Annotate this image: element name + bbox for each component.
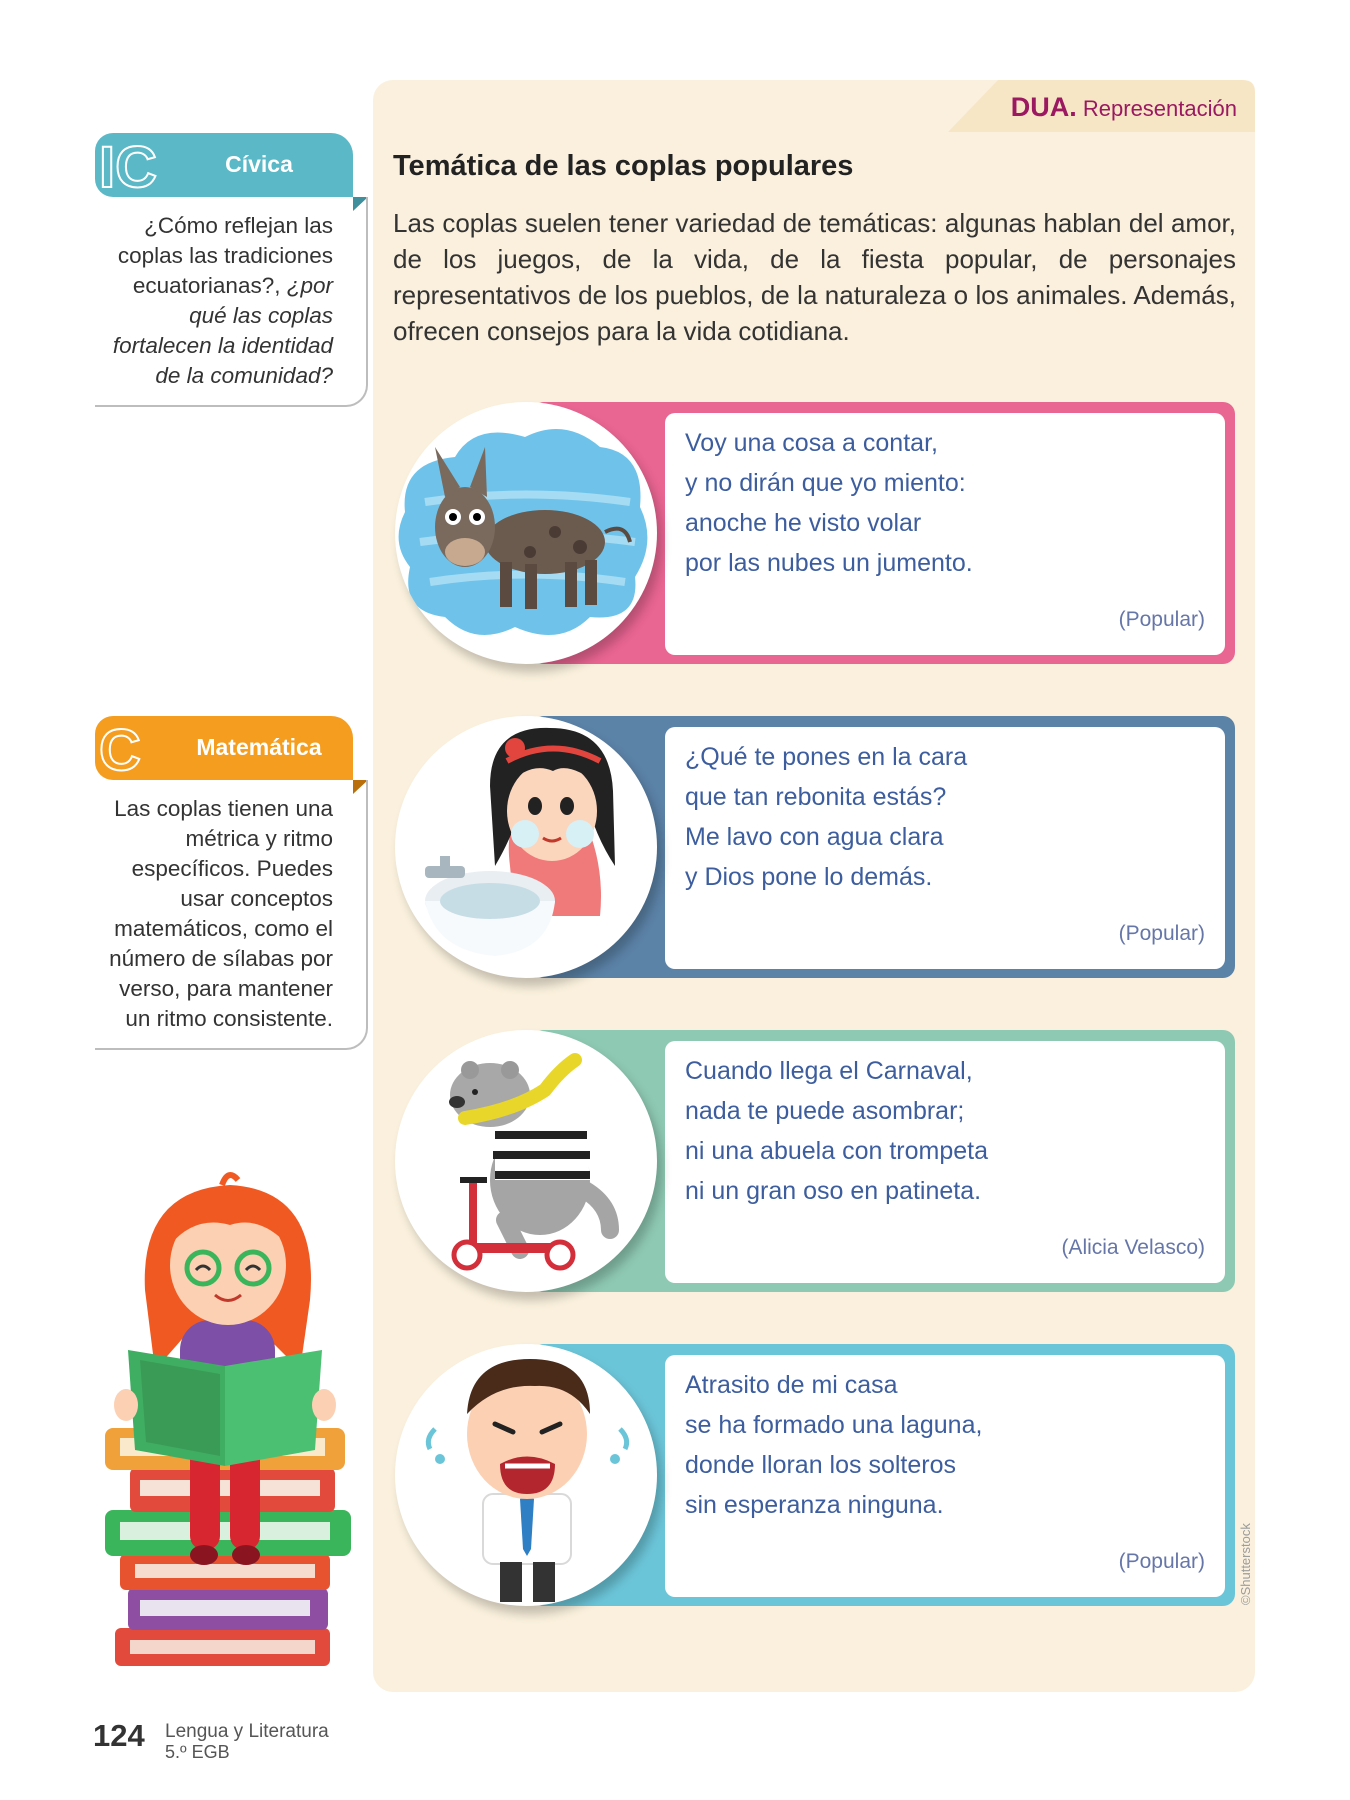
dua-label: DUA. Representación <box>1010 92 1237 122</box>
poem-source: (Alicia Velasco) <box>1061 1236 1205 1259</box>
svg-text:IC: IC <box>99 139 157 193</box>
poem-line: y Dios pone lo demás. <box>685 863 933 891</box>
poem-card-3 <box>395 1030 1235 1292</box>
poem-card-2 <box>395 716 1235 978</box>
poem-line: que tan rebonita estás? <box>685 783 947 811</box>
intro-paragraph: Las coplas suelen tener variedad de temáticas: algunas hablan del amor, de los juegos, de la vida, de la fiesta popular, de personajes representativos de los pueblos, de la naturaleza o los animales. Además, ofrecen consejos para la vida cotidiana. <box>393 208 1236 346</box>
poem-line: sin esperanza ninguna. <box>685 1491 944 1519</box>
poem-line: y no dirán que yo miento: <box>685 469 966 497</box>
matematica-text: Las coplas tienen una métrica y ritmo específicos. Puedes usar conceptos matemáticos, como el número de sílabas por verso, para mantener un ritmo consistente. <box>95 780 368 1050</box>
matematica-header <box>95 716 353 780</box>
girl-reading-illustration <box>100 1170 360 1700</box>
poem-card-1 <box>395 402 1235 664</box>
footer-subject: Lengua y Literatura <box>165 1721 329 1742</box>
poem-line: ni una abuela con trompeta <box>685 1137 988 1165</box>
civica-header <box>95 133 353 197</box>
matematica-logo-icon <box>99 722 161 776</box>
poem-source: (Popular) <box>1118 1550 1205 1573</box>
poem-card-4-image <box>395 1344 657 1606</box>
civica-label: Cívica <box>225 151 293 177</box>
page-title: Temática de las coplas populares <box>393 150 854 182</box>
poem-line: anoche he visto volar <box>685 509 922 537</box>
poem-line: se ha formado una laguna, <box>685 1411 983 1439</box>
poem-card-4 <box>395 1344 1235 1606</box>
poem-line: ¿Qué te pones en la cara <box>685 743 968 771</box>
image-credit: ©Shutterstock <box>1238 1523 1253 1605</box>
poem-line: ni un gran oso en patineta. <box>685 1177 982 1205</box>
poem-line: donde lloran los solteros <box>685 1451 956 1479</box>
poem-card-1-image <box>395 402 657 664</box>
poem-line: nada te puede asombrar; <box>685 1097 965 1125</box>
civica-logo-icon <box>99 139 161 193</box>
page-number: 124 <box>93 1718 145 1753</box>
poem-line: Atrasito de mi casa <box>685 1371 898 1399</box>
girl-washing-face-icon <box>395 716 657 978</box>
matematica-box <box>95 716 353 1050</box>
civica-text: ¿Cómo reflejan las coplas las tradiciones ecuatorianas?, ¿por qué las coplas fortalecen la identidad de la comunidad? <box>95 197 368 407</box>
poem-card-2-image <box>395 716 657 978</box>
poem-source: (Popular) <box>1118 922 1205 945</box>
footer-grade: 5.º EGB <box>165 1742 230 1762</box>
dua-tab <box>948 80 1255 132</box>
poem-line: por las nubes un jumento. <box>685 549 973 577</box>
matematica-label: Matemática <box>196 734 322 760</box>
civica-box <box>95 133 353 407</box>
poem-card-3-image <box>395 1030 657 1292</box>
poem-line: Me lavo con agua clara <box>685 823 944 851</box>
poem-line: Cuando llega el Carnaval, <box>685 1057 973 1085</box>
poem-source: (Popular) <box>1118 608 1205 631</box>
poem-line: Voy una cosa a contar, <box>685 429 938 457</box>
flying-donkey-icon <box>395 402 657 664</box>
svg-text:C: C <box>99 722 141 776</box>
bear-on-scooter-icon <box>395 1030 657 1292</box>
crying-man-icon <box>395 1344 657 1606</box>
